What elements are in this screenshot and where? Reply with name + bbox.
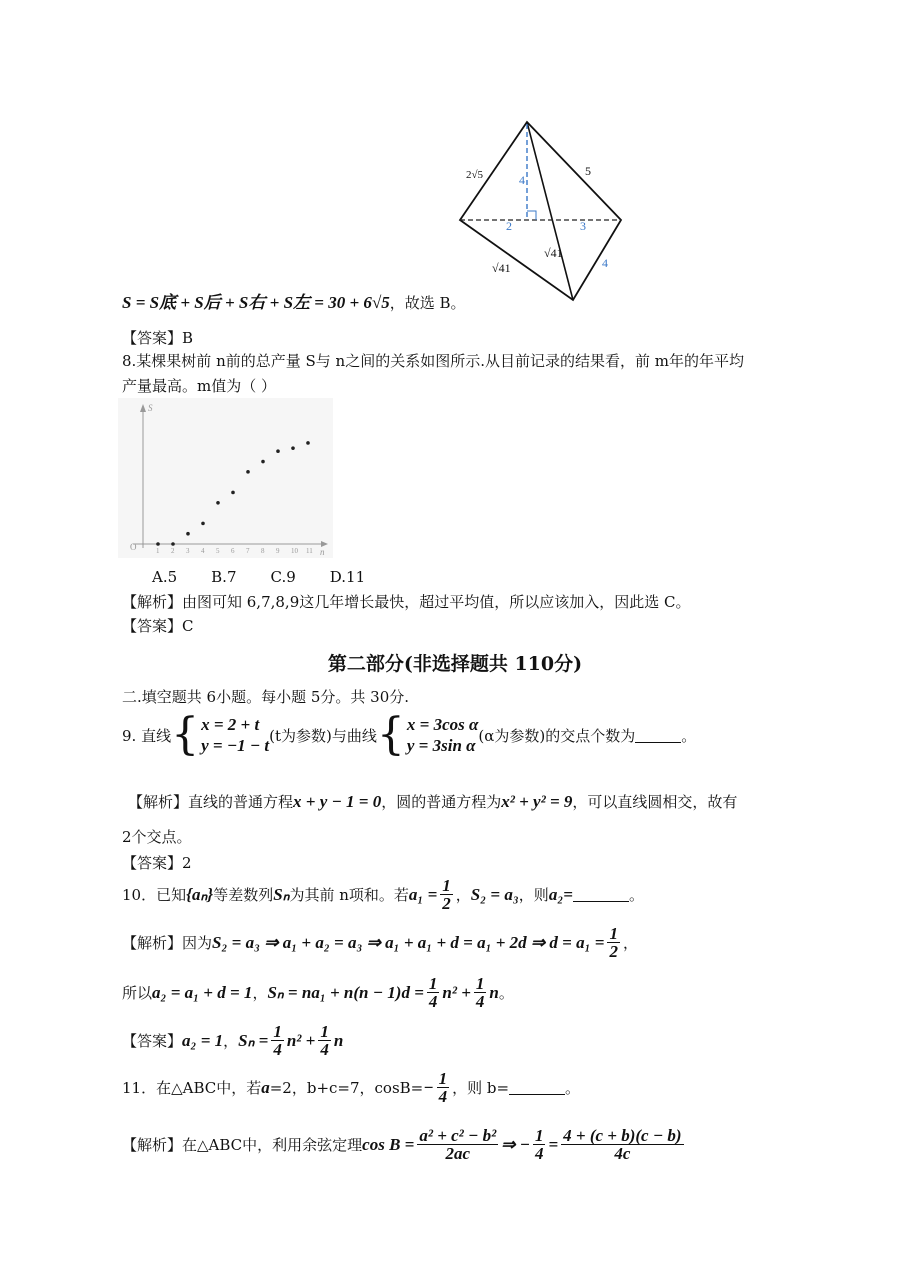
label-2sqrt5: 2√5 [466,169,484,181]
q10-question [122,877,644,912]
curve-system [407,714,479,756]
q9-answer-blank[interactable] [635,728,681,743]
q10-so: 所以 [122,984,153,1002]
fraction-quarter-1: $\frac{1}{4}$ [428,974,438,1011]
label-3: 3 [580,219,586,233]
fill-blank-section-title: 二.填空题共 6小题。每小题 5分。共 30分. [122,688,410,706]
label-2: 2 [506,219,512,233]
a2-symbol: a₂= [548,884,573,904]
sequence-symbol: {aₙ} [186,884,214,904]
option-d[interactable]: D.11 [329,568,366,586]
label-sqrt41-inner: √41 [544,246,563,260]
q11-end: 。 [565,1079,581,1097]
q9-prefix: 9. 直线 [122,726,172,745]
n-term: n [489,982,499,1002]
q10-analysis-line2 [122,975,514,1010]
q11-analysis [122,1127,687,1162]
x-tick-label: 2 [171,547,175,555]
q9-curve-param: (α为参数)的交点个数为 [478,726,636,745]
q9-analysis-b: ，圆的普通方程为 [381,793,502,811]
curve-eq-x: x = 3cos α [406,715,479,734]
q7-choice-text: ，故选 B。 [389,294,466,312]
data-point [216,501,220,505]
part2-heading: 第二部分(非选择题共 110分) [327,653,583,675]
a2-value: a₂ = a₁ + d = 1 [152,982,253,1002]
x-tick-label: 1 [156,547,160,555]
option-b[interactable]: B.7 [211,568,237,586]
q10-prefix: 10．已知 [122,886,187,904]
line-system [201,714,269,756]
q10-end: 。 [628,886,644,904]
q9-analysis-c: ，可以直线圆相交，故有 [572,793,738,811]
answer-a2: a₂ = 1 [182,1030,224,1050]
fraction-half-result: $\frac{1}{2}$ [609,924,618,961]
q10-answer-label: 【答案】 [122,1032,183,1050]
data-point [201,522,205,526]
q11-analysis-label: 【解析】在△ABC中，利用余弦定理 [122,1136,363,1154]
x-tick-label: 9 [276,547,280,555]
implies-minus: ⇒ − [501,1134,530,1154]
sn-symbol: Sₙ [273,884,290,904]
x-tick-label: 7 [246,547,250,555]
data-point [291,446,295,450]
q8-question-line2: 产量最高。m值为（ ） [122,377,276,395]
q9-analysis-a: 【解析】直线的普通方程 [128,793,294,811]
y-axis-label: S [148,403,153,413]
line-eq-y: y = −1 − t [201,736,270,755]
option-c[interactable]: C.9 [270,568,296,586]
data-point [156,542,160,546]
equals-sign: = [548,1134,559,1154]
q11-ask: ，则 b= [452,1079,510,1097]
curve-system-brace: { [376,709,405,760]
cosine-law-fraction: $\frac{\text{a² + c² − b²}}{2ac}$ [419,1126,497,1163]
q10-mid: 等差数列 [213,886,274,904]
q11-question [122,1070,580,1105]
q8-answer: 【答案】C [122,617,194,635]
x-axis-label: n [320,547,325,557]
scatter-chart [118,398,333,558]
q10-derivation-chain: S₂ = a₃ ⇒ a₁ + a₂ = a₃ ⇒ a₁ + a₁ + d = a₁ + 2d ⇒ d = a₁ = [212,932,605,952]
sn-expression: Sₙ = na₁ + n(n − 1)d = [267,982,424,1002]
data-point [231,491,235,495]
answer-sn: Sₙ = [238,1030,269,1050]
q10-comma2: ， [252,984,268,1002]
q10-answer [122,1023,343,1058]
x-tick-label: 4 [201,547,205,555]
quarter-fraction: $\frac{1}{4}$ [534,1126,544,1163]
x-tick-label: 6 [231,547,235,555]
cos-b: cos B = [362,1134,415,1154]
line-eq-x: x = 2 + t [201,715,260,734]
q10-ask: ，则 [518,886,549,904]
answer-n: n [333,1030,344,1050]
circle-normal-eq: x² + y² = 9 [501,792,573,811]
q7-result-line [122,288,466,313]
line-system-brace: { [171,709,200,760]
line-normal-eq: x + y − 1 = 0 [293,792,382,811]
x-tick-label: 5 [216,547,220,555]
x-tick-label: 11 [306,547,313,555]
rhs-fraction: $\frac{4 + (c + b)(c - b)}{4c}$ [563,1126,682,1163]
q9-end: 。 [681,726,697,745]
fraction-half: $\frac{1}{2}$ [442,876,451,913]
q8-question-line1: 8.某棵果树前 n前的总产量 S与 n之间的关系如图所示.从目前记录的结果看，前 m年的年平均 [122,352,744,370]
q9-analysis [128,791,737,812]
minus-sign: − [423,1077,434,1097]
label-height-4: 4 [519,173,525,187]
fraction-quarter: $\frac{1}{4}$ [438,1069,448,1106]
n-squared-term: n² + [442,982,471,1002]
answer-fraction-1: $\frac{1}{4}$ [273,1022,282,1059]
q9-question [122,709,697,760]
q11-given: =2，b+c=7，cosB= [269,1079,424,1097]
data-point [276,449,280,453]
answer-fraction-2: $\frac{1}{4}$ [320,1022,329,1059]
q8-options [152,568,399,586]
label-5: 5 [585,164,591,178]
q10-period: 。 [498,984,514,1002]
q10-analysis [122,925,638,960]
q10-answer-blank[interactable] [573,887,629,902]
origin-label: O [130,542,137,552]
data-point [246,470,250,474]
q8-analysis: 【解析】由图可知 6,7,8,9这几年增长最快，超过平均值，所以应该加入，因此选 C。 [122,593,691,611]
q11-prefix: 11．在△ABC中，若 [122,1079,262,1097]
option-a[interactable]: A.5 [152,568,178,586]
data-point [306,441,310,445]
answer-n-squared: n² + [286,1030,316,1050]
fraction-quarter-2: $\frac{1}{4}$ [475,974,485,1011]
s2-condition: S₂ = a₃ [470,884,519,904]
x-tick-label: 8 [261,547,265,555]
right-angle-mark [527,211,536,220]
side-a: a [261,1077,270,1097]
pyramid-figure [440,112,640,307]
q10-comma: ， [455,886,471,904]
x-tick-label: 10 [291,547,298,555]
x-tick-label: 3 [186,547,190,555]
data-point [261,460,265,464]
pyramid-outline [460,122,621,300]
q10-analysis-label: 【解析】因为 [122,934,213,952]
data-point [186,532,190,536]
q10-answer-comma: ， [223,1032,239,1050]
surface-area-formula: S = S底 + S后 + S右 + S左 = 30 + 6√5 [122,293,390,312]
q10-analysis-comma: ， [622,934,638,952]
q9-line-param: (t为参数)与曲线 [269,726,377,745]
q9-analysis-line2: 2个交点。 [122,828,192,846]
a1-symbol: a₁ = [408,884,438,904]
chart-background [118,398,333,558]
label-sqrt41-outer: √41 [492,261,511,275]
q10-mid2: 为其前 n项和。若 [289,886,409,904]
label-side-4: 4 [602,256,608,270]
q11-answer-blank[interactable] [509,1080,565,1095]
data-point [171,542,175,546]
curve-eq-y: y = 3sin α [406,736,476,755]
q7-answer: 【答案】B [122,329,194,347]
q9-answer: 【答案】2 [122,854,192,872]
